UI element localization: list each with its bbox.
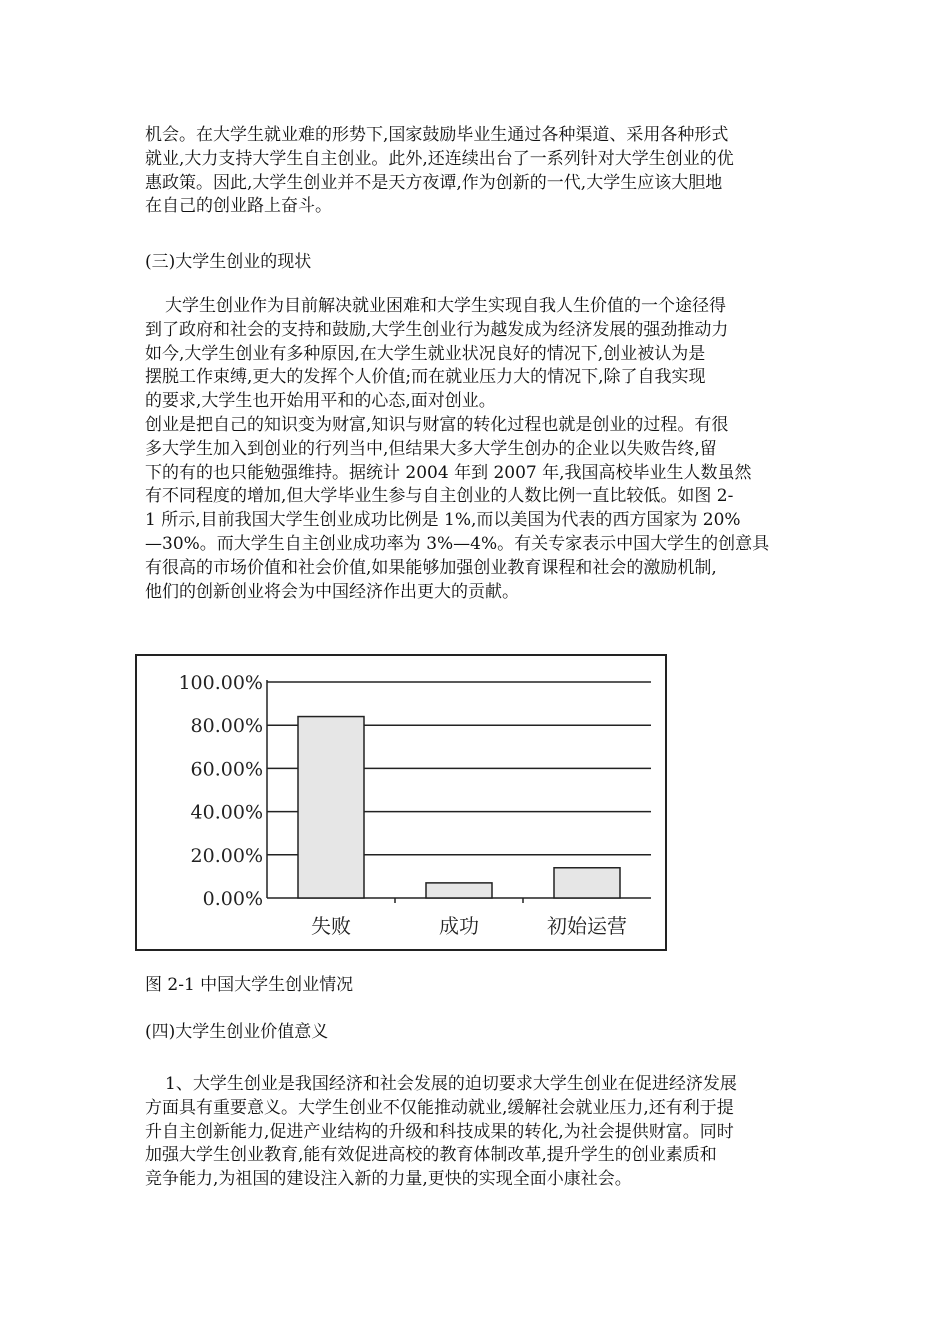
text-line: 到了政府和社会的支持和鼓励,大学生创业行为越发成为经济发展的强劲推动力 — [145, 319, 729, 340]
section3-heading: (三)大学生创业的现状 — [145, 252, 312, 272]
y-tick-label: 100.00% — [178, 672, 263, 694]
bar-chart — [135, 654, 667, 951]
section3-paragraph-2 — [145, 414, 815, 604]
y-tick-label: 20.00% — [190, 844, 263, 867]
text-line: 1 所示,目前我国大学生创业成功比例是 1%,而以美国为代表的西方国家为 20% — [145, 510, 741, 531]
x-tick-label: 失败 — [311, 914, 351, 938]
section4-paragraph-1 — [145, 1073, 815, 1192]
bar — [554, 868, 620, 898]
text-line: 加强大学生创业教育,能有效促进高校的教育体制改革,提升学生的创业素质和 — [145, 1145, 717, 1166]
section4-heading: (四)大学生创业价值意义 — [145, 1022, 329, 1042]
figure-caption: 图 2-1 中国大学生创业情况 — [145, 975, 354, 995]
text-line: 多大学生加入到创业的行列当中,但结果大多大学生创办的企业以失败告终,留 — [145, 438, 717, 459]
text-line: 如今,大学生创业有多种原因,在大学生就业状况良好的情况下,创业被认为是 — [145, 343, 706, 364]
y-tick-label: 60.00% — [190, 758, 263, 781]
text-line: 1、大学生创业是我国经济和社会发展的迫切要求大学生创业在促进经济发展 — [165, 1074, 737, 1094]
text-line: 他们的创新创业将会为中国经济作出更大的贡献。 — [145, 581, 519, 602]
text-line: 大学生创业作为目前解决就业困难和大学生实现自我人生价值的一个途径得 — [165, 296, 726, 316]
text-line: —30%。而大学生自主创业成功率为 3%—4%。有关专家表示中国大学生的创意具 — [145, 533, 770, 554]
y-tick-label: 0.00% — [202, 888, 263, 910]
text-line: 创业是把自己的知识变为财富,知识与财富的转化过程也就是创业的过程。有很 — [145, 415, 729, 435]
text-line: 在自己的创业路上奋斗。 — [145, 196, 332, 217]
y-tick-label: 40.00% — [190, 801, 263, 824]
text-line: 升自主创新能力,促进产业结构的升级和科技成果的转化,为社会提供财富。同时 — [145, 1121, 734, 1142]
text-line: 下的有的也只能勉强维持。据统计 2004 年到 2007 年,我国高校毕业生人数虽然 — [145, 462, 752, 483]
text-line: 就业,大力支持大学生自主创业。此外,还连续出台了一系列针对大学生创业的优 — [145, 148, 734, 169]
bar — [298, 717, 364, 898]
text-line: 方面具有重要意义。大学生创业不仅能推动就业,缓解社会就业压力,还有利于提 — [145, 1097, 734, 1118]
text-line: 有不同程度的增加,但大学毕业生参与自主创业的人数比例一直比较低。如图 2- — [145, 486, 734, 507]
y-tick-label: 80.00% — [190, 715, 263, 738]
text-line: 竞争能力,为祖国的建设注入新的力量,更快的实现全面小康社会。 — [145, 1169, 632, 1190]
text-line: 机会。在大学生就业难的形势下,国家鼓励毕业生通过各种渠道、采用各种形式 — [145, 125, 729, 145]
text-line: 的要求,大学生也开始用平和的心态,面对创业。 — [145, 391, 496, 412]
intro-paragraph — [145, 124, 815, 219]
bar — [426, 883, 492, 898]
section3-paragraph-1 — [145, 295, 815, 414]
x-tick-label: 成功 — [439, 914, 479, 938]
x-tick-label: 初始运营 — [547, 914, 627, 938]
text-line: 惠政策。因此,大学生创业并不是天方夜谭,作为创新的一代,大学生应该大胆地 — [145, 172, 723, 193]
text-line: 有很高的市场价值和社会价值,如果能够加强创业教育课程和社会的激励机制, — [145, 557, 717, 578]
text-line: 摆脱工作束缚,更大的发挥个人价值;而在就业压力大的情况下,除了自我实现 — [145, 367, 706, 388]
bar-chart-svg — [137, 656, 665, 949]
